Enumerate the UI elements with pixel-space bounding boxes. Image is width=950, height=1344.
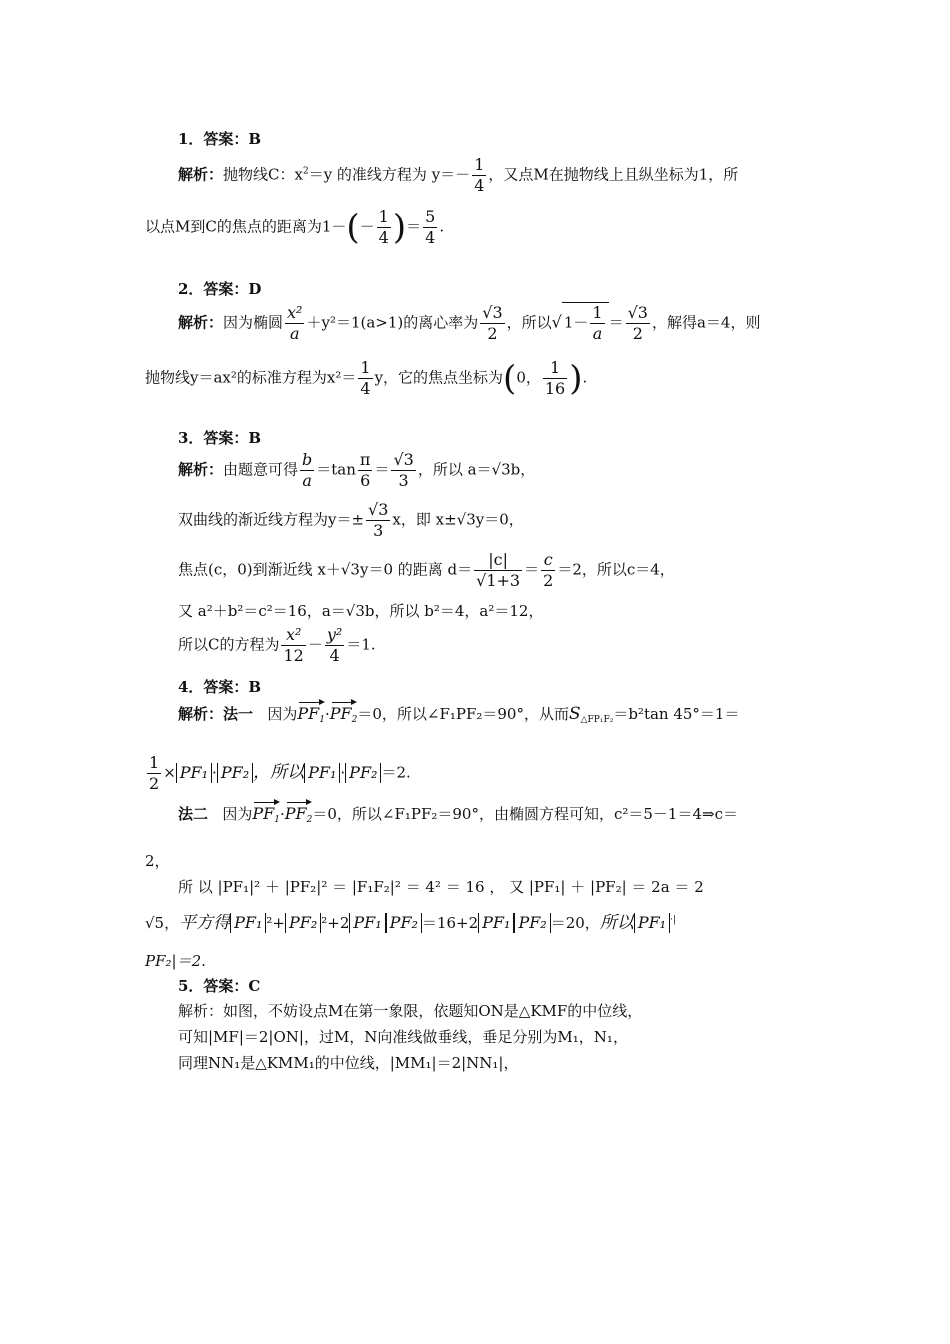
q3-heading: 3．答案：B [178,429,262,447]
q4-line-6: √5，平方得 PF₁ ²+ PF₂ ²+2 PF₁ PF₂ ＝16+2 PF₁ PF₂ ＝20，所以 PF₁ ·| [145,913,676,933]
q5-line-2: 可知|MF|＝2|ON|，过M，N向准线做垂线，垂足分别为M₁，N₁， [178,1028,628,1046]
q4-half-fraction: $\frac{1}{2}$ [149,753,160,793]
q1-label: 解析： [178,165,224,184]
q3-frac-5: $\frac{|c|}{√1+3}$ [476,550,521,590]
q2-heading: 2．答案：D [178,280,262,298]
q1-line-1: 解析：抛物线C：$x^2=y$ 的准线方程为 y＝－ $\frac{1}{4}$ ，又点M在抛物线上且纵坐标为1，所 [178,155,739,195]
q1-text-a: 抛物线C：x [223,165,303,184]
q1-text-c: ，又点M在抛物线上且纵坐标为1，所 [488,165,739,184]
q1-paren-fraction: $\frac{1}{4}$ [378,207,389,247]
q3-line-2: 双曲线的渐近线方程为y＝± $\frac{√3}{3}$ x，即 x±√3y＝0， [178,500,524,540]
q4-line-4: 2， [145,852,170,870]
q3-frac-8: $\frac{\text{y²}}{4}$ [326,625,343,665]
q1-heading: 1．答案：B [178,130,262,148]
q3-line-1: 解析：由题意可得 $\frac{b}{a}$ ＝tan $\frac{\pi}{6}$ ＝ $\frac{√3}{3}$ ，所以 a＝√3b， [178,450,536,490]
q5-heading: 5．答案：C [178,977,261,995]
q1-line2-text: 以点M到C的焦点的距离为1－ [145,217,347,236]
q3-frac-4: $\frac{√3}{3}$ [368,500,389,540]
vector-pf2: $PF_2$ [330,700,358,723]
q4-line-2: $\frac{1}{2}$ × PF₁ · PF₂ ，所以 PF₁ · PF₂ ＝2. [149,753,411,793]
q2-frac-1: $\frac{\text{x²}}{a}$ [287,303,303,343]
q4-line-3: 法二 因为$PF_1\cdot PF_2=0$，所以∠F₁PF₂＝90°，由椭圆方程可知，c²＝5－1＝4⇒c＝ [178,800,738,824]
q2-frac-6: $\frac{1}{16}$ [544,358,566,398]
q3-line-3: 焦点(c，0)到渐近线 x＋√3y＝0 的距离 d＝ $\frac{|c|}{√1+3}$ ＝ $\frac{c}{2}$ ＝2，所以c＝4， [178,550,675,590]
q5-line-1: 解析：如图，不妨设点M在第一象限，依题知ON是△KMF的中位线， [178,1002,643,1020]
q2-line-1: 解析：因为椭圆 $\frac{\text{x²}}{a}$ ＋y²＝1(a>1)的离心率为 $\frac{√3}{2}$ ，所以√ 1－ $\frac{1}{a}$ ＝ $\frac{√3}{2}$ ，解得a＝4，则 [178,303,761,343]
q3-frac-2: $\frac{\pi}{6}$ [359,450,371,490]
q4-line-5: 所 以 |PF₁|² ＋ |PF₂|² ＝ |F₁F₂|² ＝ 4² ＝ 16 ， 又 |PF₁| ＋ |PF₂| ＝ 2a ＝ 2 [178,878,704,896]
q5-line-3: 同理NN₁是△KMM₁的中位线，|MM₁|＝2|NN₁|， [178,1054,519,1072]
q2-frac-4: $\frac{√3}{2}$ [627,303,648,343]
q2-line-2: 抛物线y＝ax²的标准方程为x²＝ $\frac{1}{4}$ y，它的焦点坐标为(0， $\frac{1}{16}$ ). [145,358,588,399]
q1-result-fraction: $\frac{5}{4}$ [425,207,436,247]
q3-frac-3: $\frac{√3}{3}$ [393,450,414,490]
q3-frac-7: $\frac{\text{x²}}{12}$ [283,625,304,665]
q4-line-7: PF₂|＝2. [145,952,206,970]
q1-fraction: $\frac{1}{4}$ [474,155,485,195]
q4-line-1: 解析：法一 因为$PF_1\cdot PF_2=0$，所以∠F₁PF₂＝90°，从而$S_{\triangle FP_1F_2}=b^2\tan$ 45°＝1＝ [178,700,739,724]
q3-line-4: 又 a²＋b²＝c²＝16，a＝√3b，所以 b²＝4，a²＝12， [178,602,544,620]
vector-pf1: $PF_1$ [297,700,325,723]
q2-frac-2: $\frac{√3}{2}$ [482,303,503,343]
q1-line-2: 以点M到C的焦点的距离为1－(－ $\frac{1}{4}$ )＝ $\frac{5}{4}$ . [145,207,445,248]
q3-frac-1: $\frac{b}{a}$ [302,450,313,490]
q3-frac-6: $\frac{c}{2}$ [543,550,554,590]
q4-heading: 4．答案：B [178,678,262,696]
q1-text-b: ＝y 的准线方程为 y＝－ [308,165,471,184]
q2-frac-5: $\frac{1}{4}$ [360,358,371,398]
q3-line-5: 所以C的方程为 $\frac{\text{x²}}{12}$ － $\frac{\text{y²}}{4}$ ＝1. [178,625,376,665]
